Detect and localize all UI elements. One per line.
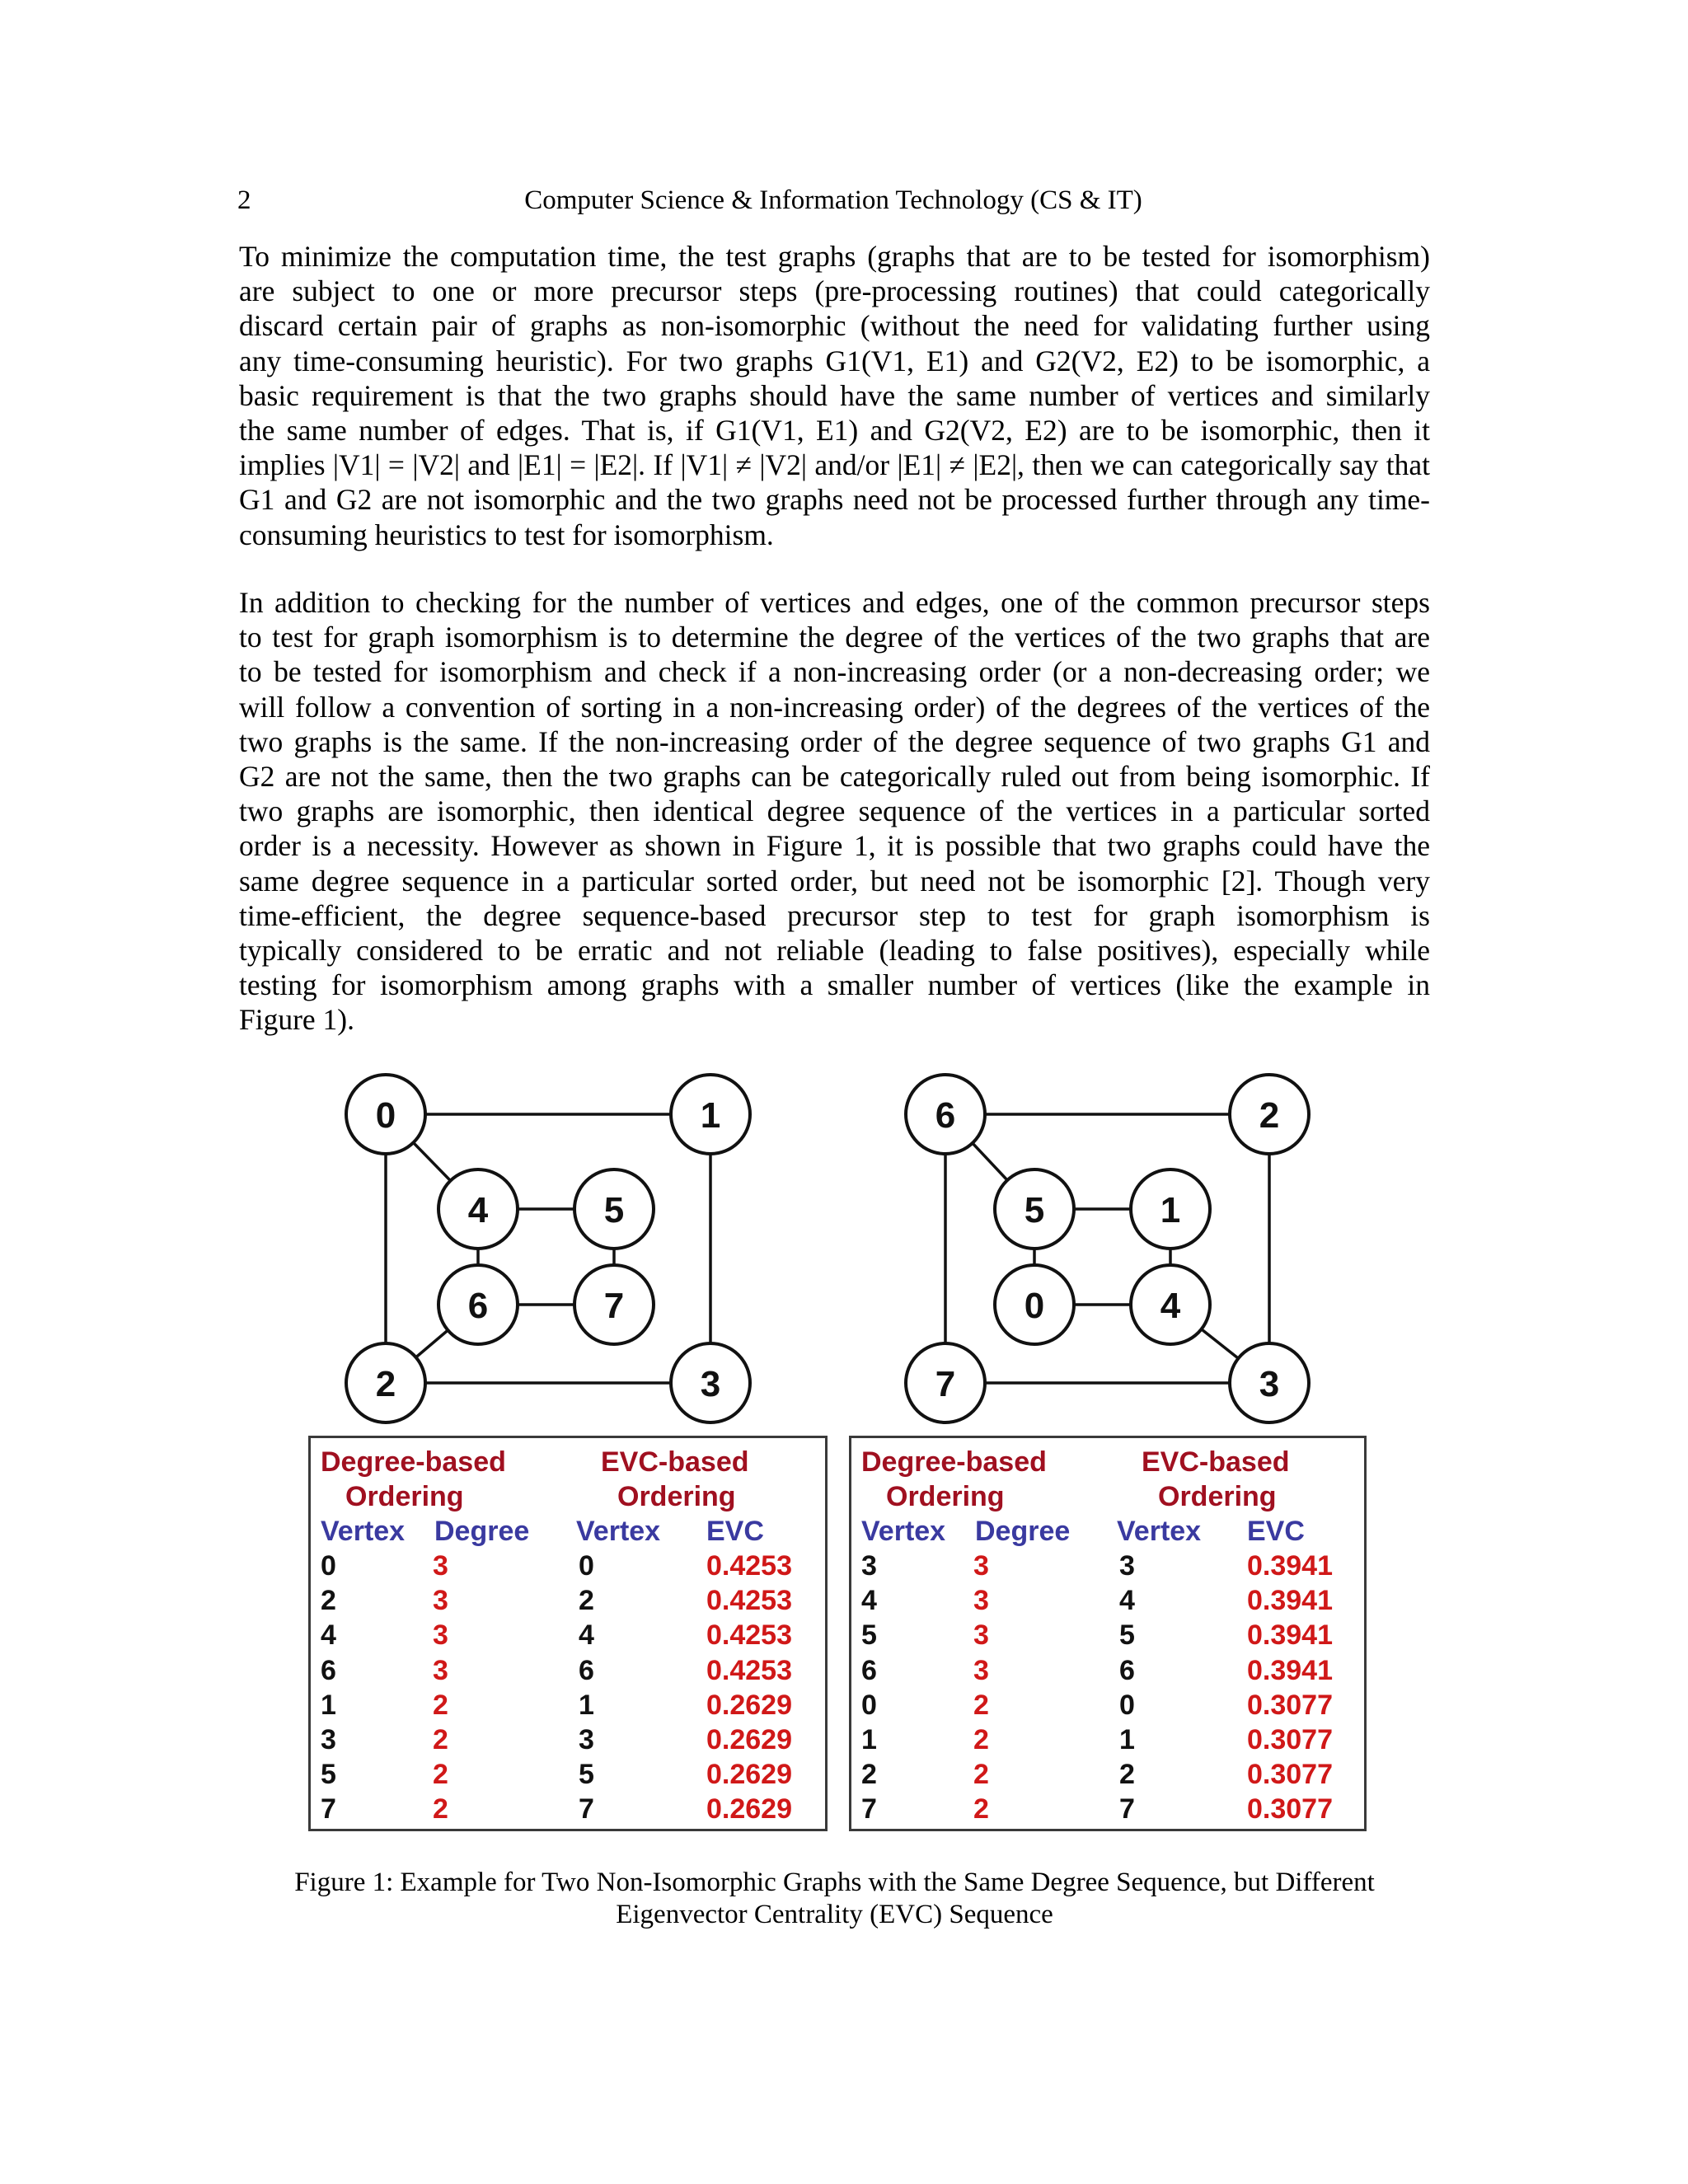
ordering-table-left (308, 1436, 828, 1831)
table-cell: 2 (1119, 1759, 1135, 1791)
table-cell: 1 (579, 1689, 594, 1721)
evc-ordering-title (584, 1445, 790, 1514)
graph-node (906, 1343, 985, 1422)
table-cell: 0.2629 (706, 1759, 792, 1791)
table-cell: 0.3941 (1247, 1654, 1333, 1686)
table-cell: 0.2629 (706, 1689, 792, 1721)
graph-node (1230, 1343, 1309, 1422)
table-cell: 5 (1119, 1619, 1135, 1652)
evc-value-column (1247, 1549, 1333, 1827)
paragraph-line: typically considered to be erratic and not reliable (leading to false positives), especially while (239, 933, 1430, 967)
degree-ordering-title (321, 1445, 527, 1514)
paragraph-line: Figure 1). (239, 1003, 355, 1037)
table-cell: 1 (861, 1723, 877, 1755)
graph-node (346, 1343, 425, 1422)
table-cell: 3 (321, 1723, 336, 1755)
table-cell: 0 (861, 1689, 877, 1721)
svg-text:2: 2 (1259, 1095, 1280, 1136)
table-cell: 3 (861, 1550, 877, 1582)
table-cell: 6 (321, 1654, 336, 1686)
svg-text:4: 4 (1160, 1286, 1181, 1326)
table-cell: 5 (321, 1759, 336, 1791)
table-title-line: EVC-based (1142, 1446, 1290, 1478)
graph-node (995, 1265, 1074, 1344)
svg-text:7: 7 (603, 1286, 625, 1326)
table-cell: 3 (433, 1654, 448, 1686)
table-cell: 4 (579, 1619, 594, 1652)
caption-line: Eigenvector Centrality (EVC) Sequence (616, 1900, 1053, 1929)
paragraph-line: two graphs is the same. If the non-increasing order of the degree sequence of two graphs G1 and (239, 724, 1430, 758)
table-cell: 1 (321, 1689, 336, 1721)
table-cell: 7 (579, 1793, 594, 1825)
table-cell: 0.3941 (1247, 1585, 1333, 1617)
table-cell: 2 (973, 1723, 989, 1755)
table-title-line: Ordering (617, 1481, 736, 1512)
table-cell: 1 (1119, 1723, 1135, 1755)
evc-vertex-column (579, 1549, 594, 1827)
table-cell: 0.3077 (1247, 1723, 1333, 1755)
table-cell: 2 (579, 1585, 594, 1617)
table-cell: 3 (433, 1619, 448, 1652)
table-cell: 0 (321, 1550, 336, 1582)
paragraph-line: to be tested for isomorphism and check if a non-increasing order (or a non-decreasing order; we (239, 655, 1430, 689)
svg-text:5: 5 (603, 1190, 625, 1230)
paragraph-line: are subject to one or more precursor steps (pre-processing routines) that could categorically (239, 274, 1430, 308)
table-cell: 2 (433, 1723, 448, 1755)
table-cell: 2 (321, 1585, 336, 1617)
degree-ordering-title (861, 1445, 1067, 1514)
table-cell: 2 (433, 1689, 448, 1721)
table-cell: 7 (861, 1793, 877, 1825)
paragraph-line: any time-consuming heuristic). For two graphs G1(V1, E1) and G2(V2, E2) to be isomorphic, a (239, 344, 1430, 377)
graph-node (671, 1075, 750, 1154)
degree-vertex-column (861, 1549, 877, 1827)
graph-node (438, 1265, 518, 1344)
column-header-degree: Degree (434, 1516, 530, 1547)
table-cell: 3 (579, 1723, 594, 1755)
table-cell: 0 (1119, 1689, 1135, 1721)
paragraph-line: two graphs are isomorphic, then identical degree sequence of the vertices in a particular sorted (239, 794, 1430, 828)
table-cell: 0.4253 (706, 1550, 792, 1582)
table-cell: 0.4253 (706, 1654, 792, 1686)
graph-node (438, 1169, 518, 1249)
table-cell: 6 (579, 1654, 594, 1686)
table-cell: 2 (861, 1759, 877, 1791)
graph-node (995, 1169, 1074, 1249)
table-cell: 3 (433, 1550, 448, 1582)
table-cell: 7 (1119, 1793, 1135, 1825)
table-cell: 2 (973, 1793, 989, 1825)
svg-text:0: 0 (1024, 1286, 1045, 1326)
paragraph-line: time-efficient, the degree sequence-based precursor step to test for graph isomorphism is (239, 898, 1430, 932)
paragraph-line: to test for graph isomorphism is to determine the degree of the vertices of the two graphs that are (239, 621, 1430, 654)
paragraph-line: consuming heuristics to test for isomorphism. (239, 518, 774, 551)
paragraph-line: discard certain pair of graphs as non-isomorphic (without the need for validating further using (239, 309, 1430, 343)
table-cell: 0.3941 (1247, 1550, 1333, 1582)
paragraph-line: the same number of edges. That is, if G1(V1, E1) and G2(V2, E2) are to be isomorphic, then it (239, 413, 1430, 447)
table-cell: 4 (861, 1585, 877, 1617)
graph-node (1131, 1169, 1210, 1249)
column-header-vertex: Vertex (321, 1516, 406, 1547)
table-cell: 5 (861, 1619, 877, 1652)
table-cell: 0.4253 (706, 1585, 792, 1617)
table-title-line: Ordering (886, 1481, 1005, 1512)
svg-text:0: 0 (375, 1095, 396, 1136)
ordering-table-right (849, 1436, 1367, 1831)
svg-text:2: 2 (375, 1364, 396, 1404)
graph-node (671, 1343, 750, 1422)
paragraph-line: In addition to checking for the number of vertices and edges, one of the common precursor steps (239, 586, 1430, 619)
svg-text:6: 6 (467, 1286, 489, 1326)
graph-node (1131, 1265, 1210, 1344)
table-cell: 3 (433, 1585, 448, 1617)
svg-text:6: 6 (935, 1095, 956, 1136)
degree-value-column (973, 1549, 989, 1827)
table-cell: 0 (579, 1550, 594, 1582)
graph-node (906, 1075, 985, 1154)
column-header-vertex: Vertex (861, 1516, 946, 1547)
svg-text:3: 3 (700, 1364, 721, 1404)
paragraph-line: order is a necessity. However as shown in Figure 1, it is possible that two graphs could have the (239, 829, 1430, 863)
table-title-line: Ordering (345, 1481, 464, 1512)
table-cell: 2 (433, 1759, 448, 1791)
paragraph-line: G2 are not the same, then the two graphs can be categorically ruled out from being isomorphic. If (239, 759, 1430, 793)
table-cell: 3 (973, 1585, 989, 1617)
table-cell: 3 (973, 1654, 989, 1686)
table-cell: 2 (973, 1689, 989, 1721)
graph-node (346, 1075, 425, 1154)
paragraph-line: implies |V1| = |V2| and |E1| = |E2|. If |V1| ≠ |V2| and/or |E1| ≠ |E2|, then we can categorically say that (239, 448, 1430, 482)
column-header-vertex: Vertex (576, 1516, 661, 1547)
graph-node (574, 1169, 654, 1249)
table-cell: 0.3077 (1247, 1759, 1333, 1791)
degree-vertex-column (321, 1549, 336, 1827)
table-cell: 0.2629 (706, 1723, 792, 1755)
evc-value-column (706, 1549, 792, 1827)
table-cell: 0.3077 (1247, 1793, 1333, 1825)
paragraph-line: G1 and G2 are not isomorphic and the two graphs need not be processed further through any time- (239, 483, 1430, 517)
column-header-evc: EVC (706, 1516, 764, 1547)
table-title-line: Degree-based (321, 1446, 506, 1478)
graph-node (1230, 1075, 1309, 1154)
paragraph-line: same degree sequence in a particular sorted order, but need not be isomorphic [2]. Though very (239, 864, 1430, 898)
svg-text:3: 3 (1259, 1364, 1280, 1404)
table-cell: 2 (973, 1759, 989, 1791)
table-cell: 6 (861, 1654, 877, 1686)
table-cell: 7 (321, 1793, 336, 1825)
table-title-line: Degree-based (861, 1446, 1047, 1478)
table-cell: 0.3077 (1247, 1689, 1333, 1721)
svg-text:1: 1 (700, 1095, 721, 1136)
table-cell: 3 (973, 1619, 989, 1652)
page-number: 2 (237, 185, 251, 215)
paragraph-line: To minimize the computation time, the test graphs (graphs that are to be tested for isomorphism) (239, 240, 1430, 273)
table-cell: 2 (433, 1793, 448, 1825)
svg-text:7: 7 (935, 1364, 956, 1404)
svg-text:4: 4 (467, 1190, 489, 1230)
paragraph-line: testing for isomorphism among graphs with a smaller number of vertices (like the example in (239, 968, 1430, 1002)
paragraph-line: will follow a convention of sorting in a non-increasing order) of the degrees of the vertices of the (239, 690, 1430, 724)
graph-right-edges (945, 1114, 1269, 1383)
table-cell: 0.3941 (1247, 1619, 1333, 1652)
column-header-vertex: Vertex (1117, 1516, 1202, 1547)
column-header-evc: EVC (1247, 1516, 1305, 1547)
degree-value-column (433, 1549, 448, 1827)
table-title-line: Ordering (1158, 1481, 1277, 1512)
table-cell: 5 (579, 1759, 594, 1791)
svg-text:5: 5 (1024, 1190, 1045, 1230)
table-cell: 3 (973, 1550, 989, 1582)
column-header-degree: Degree (975, 1516, 1071, 1547)
evc-vertex-column (1119, 1549, 1135, 1827)
table-cell: 3 (1119, 1550, 1135, 1582)
table-cell: 0.4253 (706, 1619, 792, 1652)
paragraph-line: basic requirement is that the two graphs should have the same number of vertices and similarly (239, 378, 1430, 412)
graph-node (574, 1265, 654, 1344)
table-title-line: EVC-based (601, 1446, 749, 1478)
table-cell: 4 (321, 1619, 336, 1652)
table-cell: 0.2629 (706, 1793, 792, 1825)
table-cell: 4 (1119, 1585, 1135, 1617)
figure-caption (239, 1867, 1430, 1931)
table-cell: 6 (1119, 1654, 1135, 1686)
evc-ordering-title (1125, 1445, 1331, 1514)
caption-line: Figure 1: Example for Two Non-Isomorphic Graphs with the Same Degree Sequence, but Different (294, 1868, 1375, 1897)
svg-text:1: 1 (1160, 1190, 1181, 1230)
graph-left-edges (386, 1114, 710, 1383)
journal-title: Computer Science & Information Technology (CS & IT) (524, 185, 1142, 215)
